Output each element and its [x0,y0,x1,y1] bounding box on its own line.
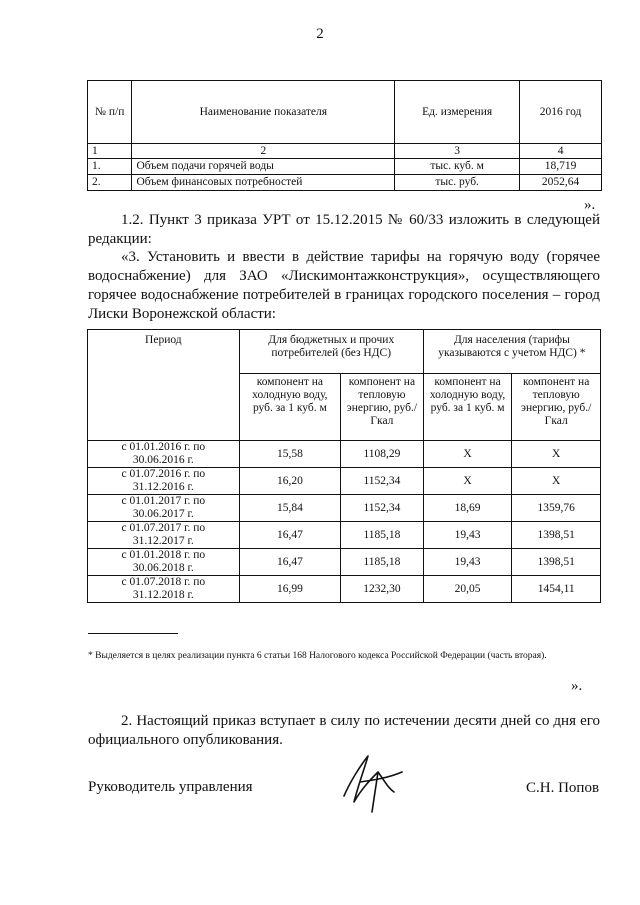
paragraph-2: 2. Настоящий приказ вступает в силу по истечении десяти дней со дня его официального опубликования. [88,713,600,748]
indicators-table [87,80,602,191]
value-cell: 1398,51 [512,522,601,549]
table-row [88,576,601,603]
footnote-divider [88,633,178,634]
period-start: с 01.07.2018 г. по [121,576,206,588]
column-number: 1 [88,144,132,159]
column-number: 4 [520,144,602,159]
period-start: с 01.01.2018 г. по [121,549,206,561]
table-row [88,441,601,468]
subheader-cell: компонент на холодную воду, руб. за 1 куб. м [423,374,512,441]
period-cell [88,576,240,603]
value-cell: 18,69 [423,495,512,522]
table-row [88,159,602,175]
paragraph-1-2: 1.2. Пункт 3 приказа УРТ от 15.12.2015 № 60/33 изложить в следующей редакции: [88,212,600,247]
value-cell: 16,99 [239,576,340,603]
column-number: 3 [395,144,520,159]
column-number-row [88,144,602,159]
row-number: 2. [88,175,132,191]
value-cell: 19,43 [423,549,512,576]
period-end: 30.06.2018 г. [132,562,194,574]
column-number: 2 [132,144,395,159]
value-cell: 16,47 [239,522,340,549]
period-cell [88,522,240,549]
population-group-header: Для населения (тарифы указываются с учетом НДС) * [423,330,600,374]
closing-quote: ». [571,678,583,694]
period-start: с 01.07.2017 г. по [121,522,206,534]
subheader-cell: компонент на холодную воду, руб. за 1 куб. м [239,374,340,441]
value-cell: 1232,30 [341,576,424,603]
value-cell: 1398,51 [512,549,601,576]
value: 18,719 [520,159,602,175]
header-cell: Наименование показателя [132,81,395,144]
period-end: 30.06.2016 г. [132,454,194,466]
value-cell: Х [423,441,512,468]
table-header-row [88,81,602,144]
value-cell: 20,05 [423,576,512,603]
value-cell: 1108,29 [341,441,424,468]
value-cell: 1185,18 [341,549,424,576]
unit: тыс. руб. [395,175,520,191]
header-cell: № п/п [88,81,132,144]
period-start: с 01.07.2016 г. по [121,468,206,480]
unit: тыс. куб. м [395,159,520,175]
table-row [88,175,602,191]
value-cell: 16,47 [239,549,340,576]
subheader-cell: компонент на тепловую энергию, руб./Гкал [512,374,601,441]
period-start: с 01.01.2016 г. по [121,441,206,453]
period-cell [88,549,240,576]
value-cell: 16,20 [239,468,340,495]
table-header-row [88,330,601,374]
period-start: с 01.01.2017 г. по [121,495,206,507]
value-cell: Х [512,468,601,495]
page-number: 2 [316,26,324,42]
budget-group-header: Для бюджетных и прочих потребителей (без НДС) [239,330,423,374]
value-cell: 1152,34 [341,468,424,495]
paragraph-3: «3. Установить и ввести в действие тарифы на горячую воду (горячее водоснабжение) для ЗАО «Лискимонтажконструкция», осуществляющего горячее водоснабжение потребителей в границах городского поселения – город Лиски Воронежской области: [88,249,600,322]
value-cell: 1185,18 [341,522,424,549]
value-cell: 15,58 [239,441,340,468]
period-end: 31.12.2016 г. [132,481,194,493]
closing-quote: ». [584,197,596,213]
value-cell: Х [423,468,512,495]
period-end: 30.06.2017 г. [132,508,194,520]
tariff-table [87,329,601,603]
value-cell: 1454,11 [512,576,601,603]
table-row [88,522,601,549]
indicator-name: Объем подачи горячей воды [132,159,395,175]
period-end: 31.12.2018 г. [132,589,194,601]
table-row [88,468,601,495]
value-cell: 1359,76 [512,495,601,522]
header-cell: Ед. измерения [395,81,520,144]
table-row [88,549,601,576]
value: 2052,64 [520,175,602,191]
period-cell [88,495,240,522]
value-cell: 1152,34 [341,495,424,522]
signatory-name: С.Н. Попов [526,780,600,796]
table-row [88,495,601,522]
period-cell [88,441,240,468]
footnote: * Выделяется в целях реализации пункта 6 статьи 168 Налогового кодекса Российской Федерации (часть вторая). [88,651,547,661]
handwritten-signature [338,752,408,816]
period-end: 31.12.2017 г. [132,535,194,547]
value-cell: Х [512,441,601,468]
indicator-name: Объем финансовых потребностей [132,175,395,191]
row-number: 1. [88,159,132,175]
signature-title: Руководитель управления [88,779,253,795]
period-cell [88,468,240,495]
header-cell: 2016 год [520,81,602,144]
subheader-cell: компонент на тепловую энергию, руб./Гкал [341,374,424,441]
period-header: Период [88,330,240,441]
value-cell: 15,84 [239,495,340,522]
value-cell: 19,43 [423,522,512,549]
